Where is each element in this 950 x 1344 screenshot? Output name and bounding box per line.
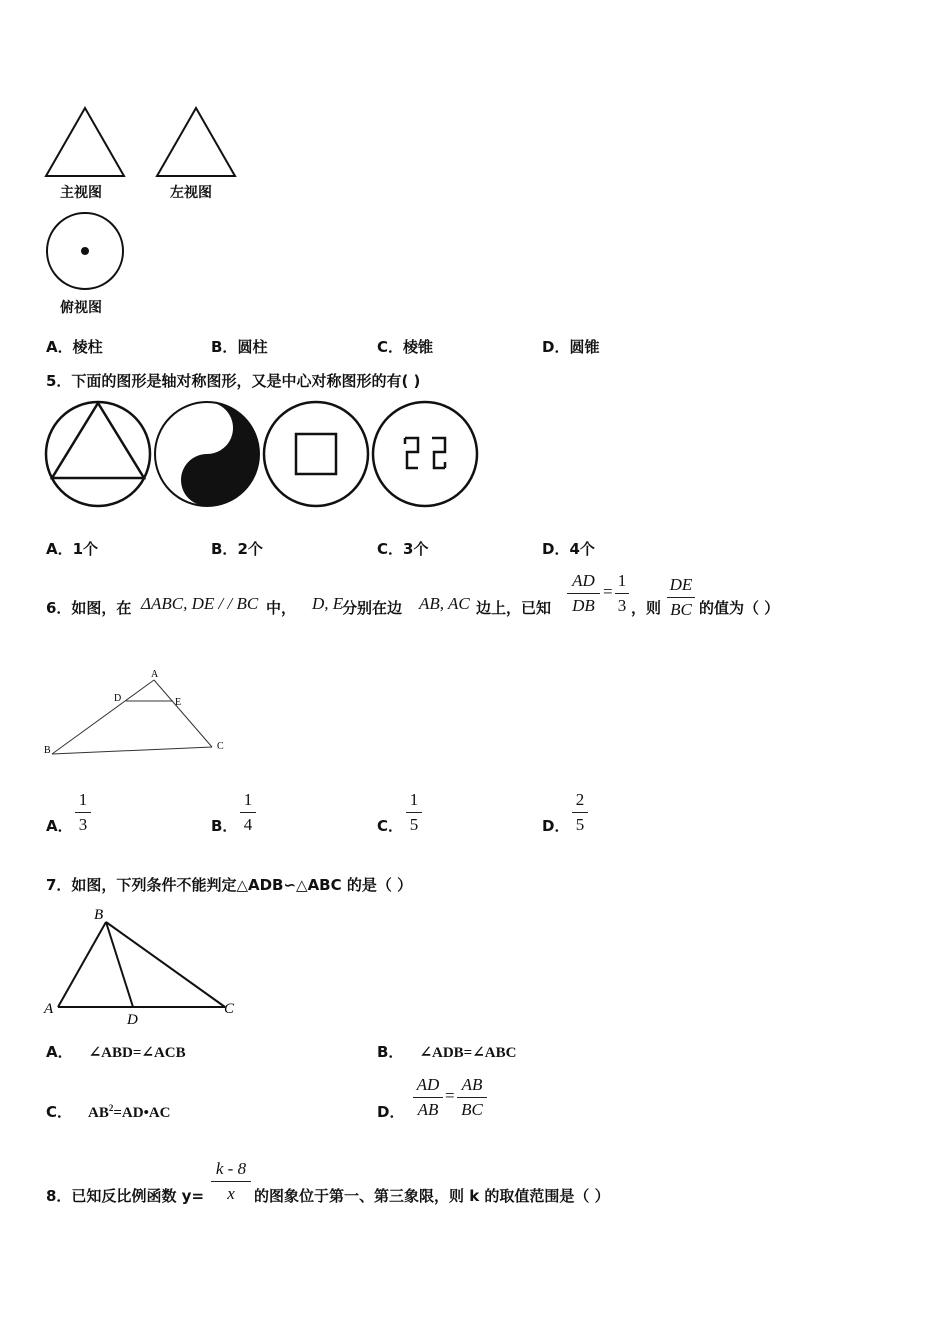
q7-option-d-fraction-left: AD AB	[413, 1074, 443, 1121]
q8-stem-prefix: 8．已知反比例函数 y=	[46, 1187, 205, 1205]
q6-equals: =	[603, 582, 613, 601]
q6-text-then: ，则	[631, 599, 662, 617]
q7-label-c: C	[224, 1001, 235, 1017]
q4-option-b: B．圆柱	[211, 338, 268, 356]
q6-label-b: B	[44, 745, 51, 756]
q5-option-c: C．3个	[377, 540, 429, 558]
q6-option-b: B．	[211, 817, 238, 835]
q7-stem: 7．如图，下列条件不能判定△ADB∽△ABC 的是（ ）	[46, 876, 413, 894]
q6-label-c: C	[217, 741, 224, 752]
q5-figures	[40, 398, 490, 513]
q6-math-de: D, E	[312, 594, 344, 613]
q7-triangle-figure	[40, 903, 250, 1028]
q6-text-side: 分别在边	[342, 599, 403, 617]
q6-option-c: C．	[377, 817, 404, 835]
q6-option-d: D．	[542, 817, 570, 835]
q6-option-d-fraction: 2 5	[572, 789, 588, 836]
q6-option-a: A．	[46, 817, 73, 835]
q4-option-d: D．圆锥	[542, 338, 600, 356]
q6-fraction-one-third: 1 3	[615, 570, 629, 617]
q7-option-d-equals: =	[445, 1086, 455, 1105]
top-view-caption: 俯视图	[60, 300, 102, 316]
q7-option-c: C． $AB^2=AD•AC$	[46, 1103, 171, 1121]
q6-text-end: 的值为（ ）	[699, 599, 780, 617]
q7-label-d: D	[127, 1012, 138, 1028]
left-view-caption: 左视图	[170, 185, 212, 201]
q6-option-c-fraction: 1 5	[406, 789, 422, 836]
circle-triangle-figure	[46, 402, 150, 506]
q5-option-a: A．1个	[46, 540, 99, 558]
q7-label-a: A	[44, 1001, 54, 1017]
top-view-center-dot	[81, 247, 89, 255]
q6-fraction-de-bc: DE BC	[667, 574, 695, 621]
front-view-caption: 主视图	[60, 185, 102, 201]
circle-pattern-figure	[373, 402, 477, 506]
left-view-triangle	[157, 108, 235, 176]
three-view-figure	[40, 100, 250, 320]
q6-text-known: 边上，已知	[476, 599, 552, 617]
q4-option-a: A．棱柱	[46, 338, 103, 356]
q6-triangle-figure	[40, 665, 240, 765]
q6-label-a: A	[151, 669, 159, 680]
q7-option-a: A． ∠ABD=∠ACB	[46, 1043, 186, 1061]
yin-yang-figure	[155, 402, 259, 506]
q6-math-abac: AB, AC	[419, 594, 470, 613]
q5-stem: 5．下面的图形是轴对称图形，又是中心对称图形的有( )	[46, 372, 421, 390]
q8-stem-suffix: 的图象位于第一、第三象限，则 k 的取值范围是（ ）	[254, 1187, 610, 1205]
front-view-triangle	[46, 108, 124, 176]
q6-option-b-fraction: 1 4	[240, 789, 256, 836]
circle-square-figure	[264, 402, 368, 506]
q5-option-d: D．4个	[542, 540, 595, 558]
q7-option-d: D．	[377, 1103, 405, 1121]
q6-label-e: E	[175, 697, 182, 708]
q4-option-c: C．棱锥	[377, 338, 434, 356]
q8-fraction: k - 8 x	[211, 1158, 251, 1205]
q6-label-d: D	[114, 693, 122, 704]
q7-label-b: B	[94, 907, 104, 923]
q7-option-b: B． ∠ADB=∠ABC	[377, 1043, 517, 1061]
q6-text-zhong: 中，	[266, 599, 297, 617]
q7-option-d-fraction-right: AB BC	[457, 1074, 487, 1121]
q6-math-triangle: ΔABC, DE / / BC	[141, 594, 259, 613]
q6-number: 6．如图，在	[46, 599, 132, 617]
q6-option-a-fraction: 1 3	[75, 789, 91, 836]
q6-fraction-ad-db: AD DB	[567, 570, 600, 617]
q5-option-b: B．2个	[211, 540, 263, 558]
